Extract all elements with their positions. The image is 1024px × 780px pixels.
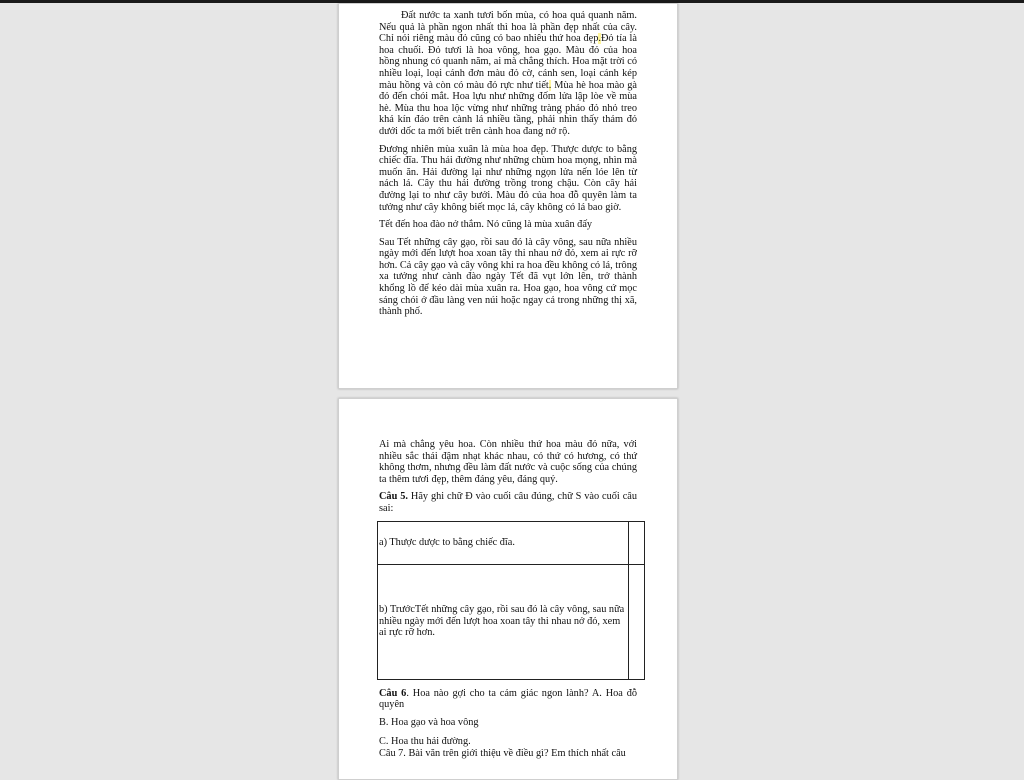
question-6-label: Câu 6	[379, 687, 407, 699]
document-page-2	[338, 398, 678, 780]
question-7-partial: Câu 7. Bài văn trên giới thiệu về điều gì? Em thích nhất câu	[379, 747, 626, 759]
document-page-1	[338, 3, 678, 389]
answer-cell-a[interactable]	[629, 521, 645, 564]
page-1-content	[379, 10, 637, 324]
true-false-table	[377, 521, 645, 680]
question-6	[379, 688, 637, 711]
statement-b[interactable]: b) TrướcTết những cây gạo, rồi sau đó là cây vông, sau nữa nhiều ngày mới đến lượt hoa xoan tây thi nhau nở đỏ, xem ai rực rỡ hơn.	[378, 564, 629, 679]
table-row	[378, 521, 645, 564]
answer-cell-b[interactable]	[629, 564, 645, 679]
question-6-text: . Hoa nào gợi cho ta cảm giác ngon lành? A. Hoa đỗ quyên	[379, 687, 637, 711]
paragraph-1-part-a: Đất nước ta xanh tươi bốn mùa, có hoa quả quanh năm. Nếu quả là phần ngon nhất thì hoa là phần đẹp nhất của cây. Chỉ nói riêng màu đỏ cũng có bao nhiêu thứ hoa đẹp	[379, 10, 637, 45]
question-6-option-b: B. Hoa gạo và hoa vông	[379, 716, 479, 728]
paragraph-4: Sau Tết những cây gạo, rồi sau đó là cây vông, sau nữa nhiều ngày mới đến lượt hoa xoan tây thi nhau nở đỏ, xem ai rực rỡ hơn. Cả cây gạo và cây vông khi ra hoa đều không có lá, trông xa tưởng như cành đào ngày Tết đã vụt lớn lên, trở thành khổng lồ để kéo dài mùa xuân ra. Hoa gạo, hoa vông cứ mọc sáng chói ở đầu làng ven núi hoặc ngay cả trong những thị xã, thành phố.	[379, 236, 637, 318]
question-6-option-c: C. Hoa thu hải đường.	[379, 736, 471, 748]
question-5-text: Hãy ghi chữ Đ vào cuối câu đúng, chữ S vào cuối câu sai:	[379, 491, 637, 514]
highlighted-mark-2: .	[548, 79, 552, 91]
table-row	[378, 564, 645, 679]
paragraph-5: Ai mà chẳng yêu hoa. Còn nhiều thứ hoa màu đỏ nữa, với nhiều sắc thái đậm nhạt khác nhau, có thứ có hương, có thứ không thơm, nhưng đều làm đất nước và cuộc sống của chúng ta thêm tươi đẹp, thêm đáng yêu, đáng quý.	[379, 439, 637, 485]
statement-a[interactable]: a) Thược dược to bằng chiếc đĩa.	[378, 521, 629, 564]
paragraph-1-part-b: Đỏ tía là hoa chuối. Đỏ tươi là hoa vông, hoa gạo. Màu đỏ của hoa hồng nhung có quanh năm, ai mà chẳng thích. Hoa mặt trời có nhiều loại, loại cánh đơn màu đỏ cờ, cánh sen, loại cánh kép màu hồng và còn có màu đỏ rực như tiết	[379, 33, 637, 91]
page-2-content	[379, 439, 637, 759]
paragraph-2: Đương nhiên mùa xuân là mùa hoa đẹp. Thược dược to bằng chiếc đĩa. Thu hải đường như những chùm hoa mọng, nhìn mà muốn ăn. Hải đường lại như những ngọn lửa nến lóe lên từ nách lá. Cây thu hải đường trồng trong chậu. Còn cây hải đường lại to như cây bưởi. Màu đỏ của hoa đỗ quyên làm ta tưởng như cây không biết mọc lá, cây không có lá bao giờ.	[379, 143, 637, 213]
question-5-label: Câu 5.	[379, 491, 408, 503]
paragraph-1	[379, 10, 637, 138]
paragraph-3: Tết đến hoa đào nở thắm. Nó cũng là mùa xuân đấy	[379, 219, 593, 231]
highlighted-mark-1: .	[598, 33, 601, 45]
question-5	[379, 491, 637, 514]
paragraph-1-part-c: Mùa hè hoa mào gà đỏ đến chói mắt. Hoa lựu như những đốm lửa lập lòe về mùa hè. Mùa thu hoa lộc vừng như những tràng pháo đỏ nhỏ treo khá kín đáo trên cành lá nhiều tầng, phải nhìn thấy thảm đỏ dưới dốc ta mới biết trên cành hoa đang nở rộ.	[379, 79, 637, 137]
